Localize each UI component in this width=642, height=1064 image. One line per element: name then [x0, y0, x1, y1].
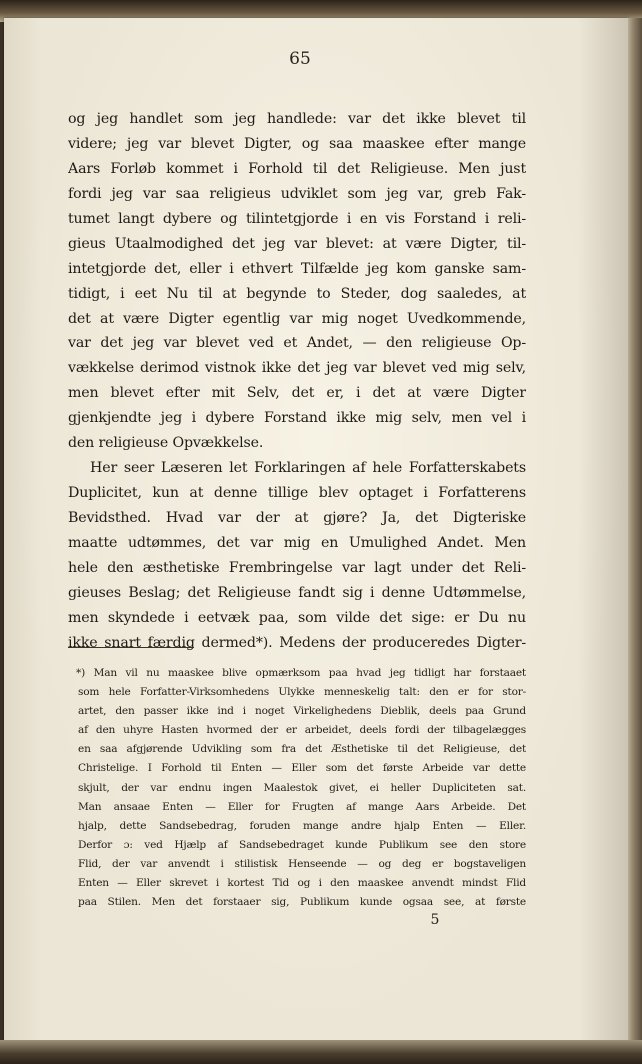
page-number: 65 — [289, 49, 311, 69]
text-line: maatte udtømmes, det var mig en Umulighed Andet. Men — [68, 534, 526, 551]
text-line: gieuses Beslag; det Religieuse fandt sig i denne Udtømmelse, — [68, 584, 526, 601]
text-line: men blevet efter mit Selv, det er, i det at være Digter — [68, 385, 526, 402]
footnote-line: Christelige. I Forhold til Enten — Eller som det første Arbeide var dette — [78, 762, 526, 775]
text-line: hele den æsthetiske Frembringelse var lagt under det Reli- — [68, 559, 526, 576]
text-line: intetgjorde det, eller i ethvert Tilfælde jeg kom ganske sam- — [68, 260, 526, 277]
text-line: tidigt, i eet Nu til at begynde to Steder, dog saaledes, at — [68, 285, 526, 302]
footnote-line: som hele Forfatter-Virksomhedens Ulykke menneskelig talt: den er for stor- — [78, 686, 526, 699]
text-line: gjenkjendte jeg i dybere Forstand ikke mig selv, men vel i — [68, 410, 526, 427]
text-line: tumet langt dybere og tilintetgjorde i en vis Forstand i reli- — [68, 210, 526, 227]
footnote-line: paa Stilen. Men det forstaaer sig, Publikum kunde ogsaa see, at første — [78, 896, 526, 909]
text-line: og jeg handlet som jeg handlede: var det ikke blevet til — [68, 111, 526, 127]
signature-mark: 5 — [430, 912, 440, 928]
footnote-divider — [68, 647, 194, 648]
text-line: ikke snart færdig dermed*). Medens der produceredes Digter- — [68, 634, 526, 651]
footnote-line: artet, den passer ikke ind i noget Virkelighedens Dieblik, deels paa Grund — [78, 705, 526, 718]
footnote-block — [78, 664, 526, 912]
text-line: var det jeg var blevet ved et Andet, — den religieuse Op- — [68, 335, 526, 352]
text-line: Bevidsthed. Hvad var der at gjøre? Ja, det Digteriske — [68, 510, 526, 526]
main-text-block — [68, 107, 526, 656]
footnote-line: skjult, der var endnu ingen Maalestok givet, ei heller Dupliciteten sat. — [78, 781, 526, 794]
page-fore-edge — [628, 18, 642, 1044]
footnote-line: en saa afgjørende Udvikling som fra det Æsthetiske til det Religieuse, det — [78, 743, 526, 756]
book-edge-bottom — [0, 1040, 642, 1064]
footnote-line: Man ansaae Enten — Eller for Frugten af mange Aars Arbeide. Det — [78, 800, 526, 813]
footnote-line: af den uhyre Hasten hvormed der er arbeidet, deels fordi der tilbagelægges — [78, 724, 526, 737]
text-line-paragraph-end: den religieuse Opvækkelse. — [68, 435, 264, 452]
text-line: det at være Digter egentlig var mig noget Uvedkommende, — [68, 310, 526, 327]
text-line: gieus Utaalmodighed det jeg var blevet: at være Digter, til- — [68, 235, 526, 252]
text-line: videre; jeg var blevet Digter, og saa maaskee efter mange — [68, 135, 526, 152]
text-line-paragraph-start: Her seer Læseren let Forklaringen af hele Forfatterskabets — [90, 460, 526, 477]
footnote-line: hjalp, dette Sandsebedrag, foruden mange andre hjalp Enten — Eller. — [78, 819, 526, 832]
text-line: fordi jeg var saa religieus udviklet som jeg var, greb Fak- — [68, 185, 526, 202]
text-line: Duplicitet, kun at denne tillige blev optaget i Forfatterens — [68, 485, 526, 502]
footnote-line: Flid, der var anvendt i stilistisk Henseende — og deg er bogstaveligen — [78, 857, 526, 870]
text-line: Aars Forløb kommet i Forhold til det Religieuse. Men just — [68, 160, 526, 177]
footnote-line: Enten — Eller skrevet i kortest Tid og i den maaskee anvendt mindst Flid — [78, 877, 526, 890]
text-line: men skyndede i eetvæk paa, som vilde det sige: er Du nu — [68, 609, 526, 626]
footnote-line: *) Man vil nu maaskee blive opmærksom paa hvad jeg tidligt har forstaaet — [76, 667, 526, 679]
text-line: vækkelse derimod vistnok ikke det jeg var blevet ved mig selv, — [68, 360, 526, 377]
footnote-line: Derfor ɔ: ved Hjælp af Sandsebedraget kunde Publikum see den store — [78, 838, 526, 851]
